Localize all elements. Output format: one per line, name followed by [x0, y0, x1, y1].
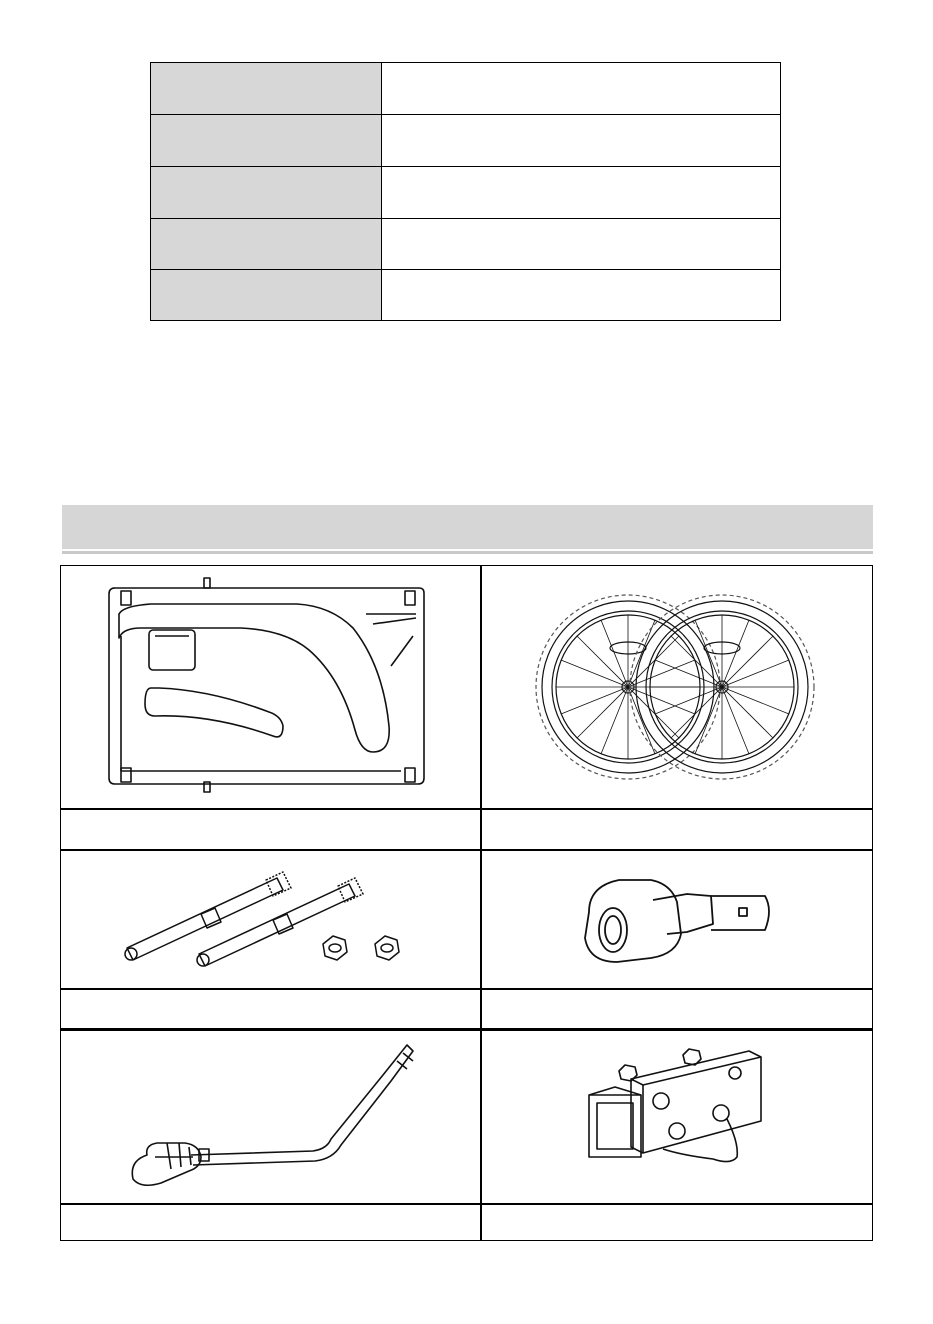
axles-and-nuts-icon: [61, 850, 480, 988]
parts-section-title: [62, 505, 873, 549]
part-image: [481, 850, 874, 988]
spec-row: [151, 115, 780, 167]
part-label: [481, 809, 874, 849]
section-divider: [62, 551, 873, 554]
spec-value: [382, 167, 780, 218]
spec-row: [151, 167, 780, 219]
tow-bar-icon: [61, 1031, 480, 1203]
part-label: [481, 989, 874, 1028]
spec-row: [151, 63, 780, 115]
part-label: [61, 989, 480, 1028]
part-image: [481, 566, 874, 808]
wheels-icon: [481, 566, 874, 808]
spec-value: [382, 63, 780, 114]
hitch-coupler-icon: [481, 850, 874, 988]
spec-value: [382, 115, 780, 166]
parts-grid: [60, 565, 873, 1241]
spec-value: [382, 219, 780, 269]
part-image: [61, 850, 480, 988]
spec-value: [382, 270, 780, 320]
spec-row: [151, 219, 780, 270]
part-label: [61, 1204, 480, 1240]
spec-key: [151, 219, 382, 269]
spec-key: [151, 115, 382, 166]
part-image: [481, 1031, 874, 1203]
spec-key: [151, 167, 382, 218]
spec-key: [151, 270, 382, 320]
spec-row: [151, 270, 780, 320]
spec-table: [150, 62, 781, 321]
part-image: [61, 1031, 480, 1203]
part-label: [481, 1204, 874, 1240]
hitch-receiver-bracket-icon: [481, 1031, 874, 1203]
trailer-frame-icon: [61, 566, 480, 808]
part-label: [61, 809, 480, 849]
part-image: [61, 566, 480, 808]
spec-key: [151, 63, 382, 114]
